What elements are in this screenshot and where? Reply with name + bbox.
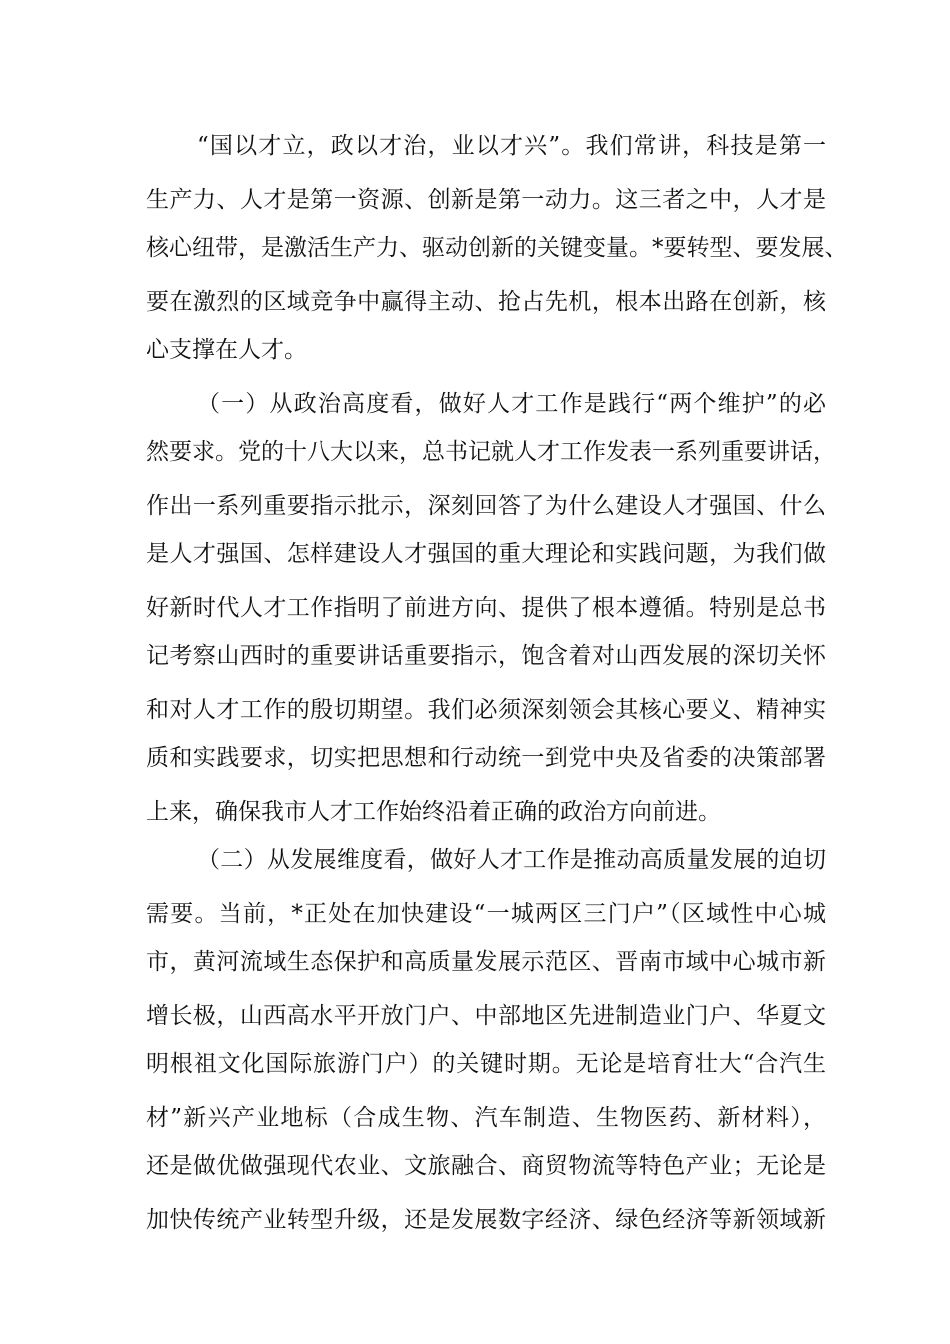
- paragraph-1-line-3: 核心纽带，是激活生产力、驱动创新的关键变量。*要转型、要发展、: [146, 235, 848, 261]
- paragraph-1-line-2: 生产力、人才是第一资源、创新是第一动力。这三者之中，人才是: [146, 187, 826, 213]
- paragraph-2-line-8: 质和实践要求，切实把思想和行动统一到党中央及省委的决策部署: [146, 745, 826, 771]
- paragraph-3-line-7: 还是做优做强现代农业、文旅融合、商贸物流等特色产业；无论是: [146, 1153, 826, 1179]
- paragraph-3-line-5: 明根祖文化国际旅游门户）的关键时期。无论是培育壮大“合汽生: [146, 1051, 826, 1077]
- paragraph-1-line-4: 要在激烈的区域竞争中赢得主动、抢占先机，根本出路在创新，核: [146, 289, 826, 315]
- paragraph-3-line-2: 需要。当前，*正处在加快建设“一城两区三门户”（区域性中心城: [146, 901, 826, 927]
- paragraph-2-line-9: 上来，确保我市人才工作始终沿着正确的政治方向前进。: [146, 799, 721, 825]
- paragraph-2-line-1: （一）从政治高度看，做好人才工作是践行“两个维护”的必: [197, 391, 826, 417]
- paragraph-2-line-3: 作出一系列重要指示批示，深刻回答了为什么建设人才强国、什么: [146, 493, 826, 519]
- paragraph-1-line-1: “国以才立，政以才治，业以才兴”。我们常讲，科技是第一: [197, 133, 826, 159]
- paragraph-3-line-8: 加快传统产业转型升级，还是发展数字经济、绿色经济等新领域新: [146, 1207, 826, 1233]
- paragraph-2-line-5: 好新时代人才工作指明了前进方向、提供了根本遵循。特别是总书: [146, 595, 826, 621]
- paragraph-2-line-6: 记考察山西时的重要讲话重要指示，饱含着对山西发展的深切关怀: [146, 643, 826, 669]
- paragraph-2-line-2: 然要求。党的十八大以来，总书记就人才工作发表一系列重要讲话，: [146, 439, 836, 465]
- paragraph-3-line-3: 市，黄河流域生态保护和高质量发展示范区、晋南市域中心城市新: [146, 949, 826, 975]
- paragraph-3-line-6: 材”新兴产业地标（合成生物、汽车制造、生物医药、新材料），: [146, 1105, 826, 1131]
- paragraph-3-line-1: （二）从发展维度看，做好人才工作是推动高质量发展的迫切: [197, 847, 826, 873]
- paragraph-2-line-4: 是人才强国、怎样建设人才强国的重大理论和实践问题，为我们做: [146, 541, 826, 567]
- paragraph-3-line-4: 增长极，山西高水平开放门户、中部地区先进制造业门户、华夏文: [146, 1003, 826, 1029]
- paragraph-1-line-5: 心支撑在人才。: [146, 337, 307, 363]
- paragraph-2-line-7: 和对人才工作的殷切期望。我们必须深刻领会其核心要义、精神实: [146, 697, 826, 723]
